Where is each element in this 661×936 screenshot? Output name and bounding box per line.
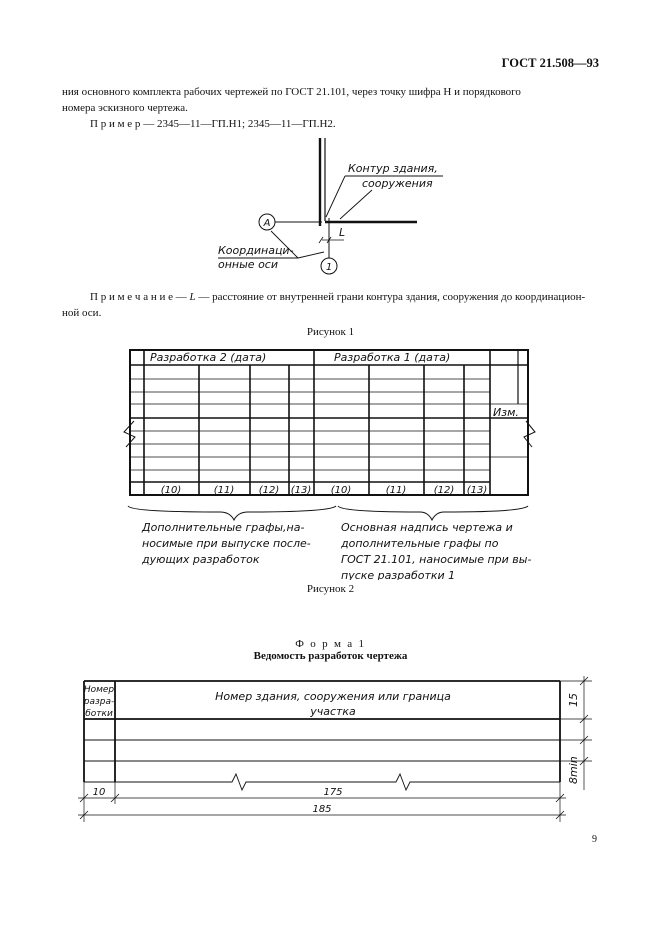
footer-col: (13)	[290, 485, 312, 496]
footer-col: (12)	[433, 485, 455, 496]
example-word: П р и м е р	[90, 118, 141, 130]
document-code: ГОСТ 21.508—93	[501, 56, 599, 70]
dim-15: 15	[567, 693, 580, 707]
header-left: Разработка 2 (дата)	[150, 351, 267, 364]
right-brace-line: ГОСТ 21.101, наносимые при вы-	[341, 553, 532, 566]
note-text-1: — расстояние от внутренней грани контура здания, сооружения до координацион-	[195, 291, 586, 303]
note-paragraph	[62, 289, 602, 321]
example-text: — 2345—11—ГП.Н1; 2345—11—ГП.Н2.	[140, 118, 336, 130]
footer-col: (13)	[466, 485, 488, 496]
page-number: 9	[592, 834, 597, 845]
footer-col: (10)	[330, 485, 352, 496]
footer-col: (11)	[213, 485, 235, 496]
right-brace-line: Основная надпись чертежа и	[341, 521, 513, 534]
footer-col: (10)	[160, 485, 182, 496]
left-brace-line: носимые при выпуске после-	[142, 537, 311, 550]
figure-1-caption: Рисунок 1	[306, 326, 355, 338]
header-right: Разработка 1 (дата)	[334, 351, 451, 364]
contour-label-1: Контур здания,	[348, 162, 438, 175]
footer-col: (11)	[385, 485, 407, 496]
dim-8min: 8min	[567, 756, 580, 784]
intro-line-2: номера эскизного чертежа.	[62, 102, 188, 114]
note-dash: —	[173, 291, 190, 303]
figure-2-caption: Рисунок 2	[306, 583, 355, 595]
form-label: Ф о р м а 1	[295, 638, 366, 650]
right-brace-line: пуске разработки 1	[341, 569, 456, 580]
dim-185: 185	[312, 804, 332, 815]
col1-line: Номер	[83, 685, 115, 695]
col2-line: участка	[310, 705, 356, 718]
right-brace-line: дополнительные графы по	[341, 537, 499, 550]
note-line-2: ной оси.	[62, 307, 102, 319]
form-1-drawing	[0, 670, 661, 830]
note-line-1	[62, 289, 602, 305]
axis-1-label: 1	[325, 262, 333, 273]
dim-l-label: L	[339, 226, 346, 239]
intro-line-1: ния основного комплекта рабочих чертежей по ГОСТ 21.101, через точку шифра Н и порядкового	[62, 86, 521, 98]
left-brace-line: дующих разработок	[142, 553, 260, 566]
left-brace-line: Дополнительные графы,на-	[142, 521, 305, 534]
footer-col: (12)	[258, 485, 280, 496]
col1-line: разра-	[83, 697, 115, 707]
note-word: П р и м е ч а н и е	[90, 291, 173, 303]
note-var: L	[189, 291, 196, 303]
dim-175: 175	[323, 787, 343, 798]
col1-line: ботки	[85, 709, 113, 719]
izm-label: Изм.	[493, 406, 519, 419]
dim-10: 10	[92, 787, 106, 798]
coord-label-2: онные оси	[218, 258, 278, 271]
form-title: Ведомость разработок чертежа	[253, 650, 408, 662]
coord-label-1: Координаци-	[218, 244, 294, 257]
figure-2-drawing	[0, 340, 661, 580]
contour-label-2: сооружения	[362, 177, 433, 190]
col2-line: Номер здания, сооружения или граница	[215, 690, 451, 703]
axis-a-label: A	[263, 218, 271, 229]
figure-1-drawing	[0, 0, 661, 290]
